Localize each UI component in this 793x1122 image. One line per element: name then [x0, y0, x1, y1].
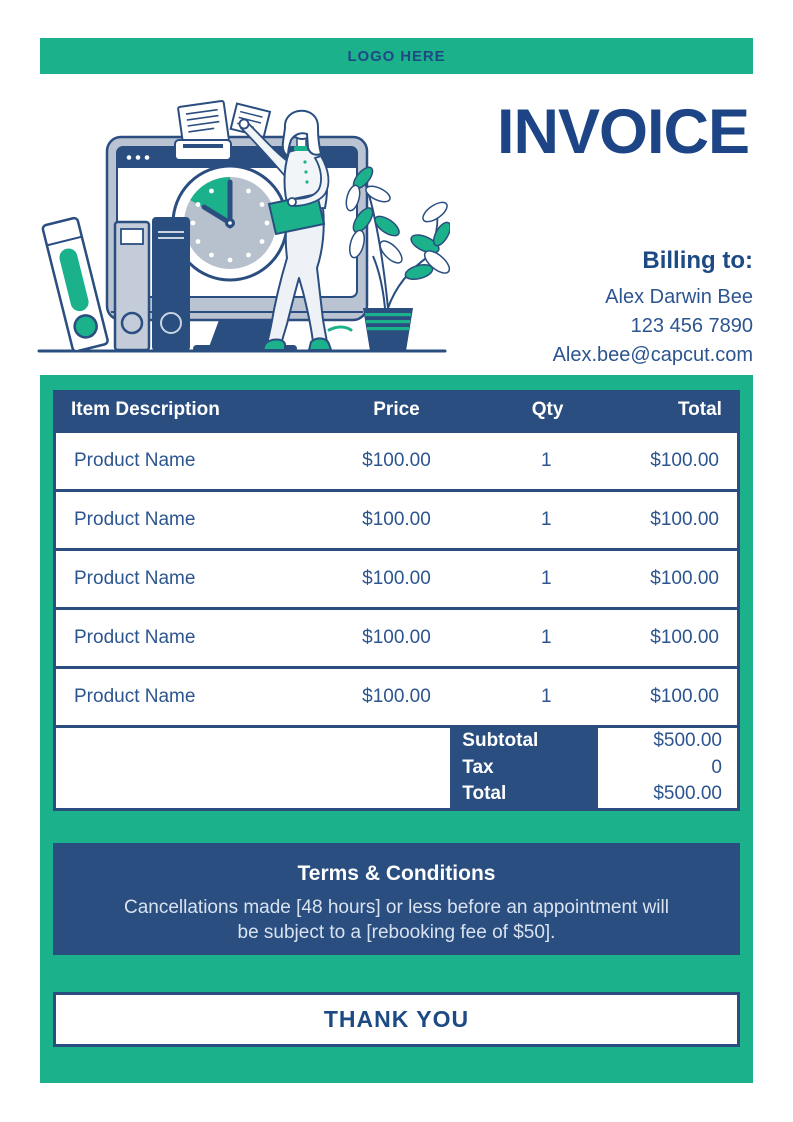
cell-total: $100.00 — [650, 509, 719, 530]
cell-total: $100.00 — [650, 450, 719, 471]
cell-price: $100.00 — [362, 509, 431, 530]
billing-phone: 123 456 7890 — [630, 315, 753, 337]
table-header-row — [53, 390, 740, 430]
subtotal-label: Subtotal — [462, 730, 539, 752]
col-header-price: Price — [373, 399, 420, 420]
col-header-qty: Qty — [531, 399, 564, 420]
billing-label: Billing to: — [642, 247, 753, 274]
binders-icon — [42, 217, 189, 352]
cell-qty: 1 — [541, 686, 552, 707]
summary-labels — [450, 728, 598, 808]
cell-qty: 1 — [541, 450, 552, 471]
terms-box — [53, 843, 740, 955]
invoice-body-panel — [40, 375, 753, 1083]
tax-value: 0 — [711, 756, 722, 778]
table-body — [53, 430, 740, 811]
billing-block — [553, 247, 753, 370]
thank-you-box — [53, 992, 740, 1047]
total-value: $500.00 — [653, 783, 722, 805]
summary-spacer — [56, 728, 450, 808]
cell-price: $100.00 — [362, 568, 431, 589]
cell-description: Product Name — [74, 686, 196, 707]
col-header-description: Item Description — [71, 399, 220, 420]
cell-qty: 1 — [541, 568, 552, 589]
cell-description: Product Name — [74, 568, 196, 589]
table-row — [56, 492, 737, 551]
page-title: INVOICE — [496, 97, 749, 167]
cell-qty: 1 — [541, 627, 552, 648]
tax-label: Tax — [462, 756, 494, 778]
terms-line-2: be subject to a [rebooking fee of $50]. — [237, 922, 556, 943]
cell-total: $100.00 — [650, 627, 719, 648]
col-header-total: Total — [677, 399, 722, 420]
cell-description: Product Name — [74, 450, 196, 471]
table-row — [56, 551, 737, 610]
table-row — [56, 669, 737, 728]
cell-price: $100.00 — [362, 450, 431, 471]
summary-row — [56, 728, 737, 808]
cell-qty: 1 — [541, 509, 552, 530]
table-row — [56, 433, 737, 492]
summary-values — [598, 728, 737, 808]
table-row — [56, 610, 737, 669]
total-label: Total — [462, 783, 507, 805]
invoice-illustration — [33, 92, 450, 358]
cell-price: $100.00 — [362, 686, 431, 707]
thank-you-text: THANK YOU — [323, 1006, 470, 1032]
cell-total: $100.00 — [650, 686, 719, 707]
cell-total: $100.00 — [650, 568, 719, 589]
cell-description: Product Name — [74, 627, 196, 648]
terms-title: Terms & Conditions — [297, 862, 496, 885]
billing-email: Alex.bee@capcut.com — [552, 344, 753, 366]
logo-bar — [40, 38, 753, 74]
cell-price: $100.00 — [362, 627, 431, 648]
billing-name: Alex Darwin Bee — [605, 286, 753, 308]
clock-icon — [173, 166, 287, 280]
cell-description: Product Name — [74, 509, 196, 530]
logo-placeholder-text: LOGO HERE — [347, 47, 446, 65]
terms-line-1: Cancellations made [48 hours] or less before an appointment will — [124, 897, 669, 918]
subtotal-value: $500.00 — [653, 730, 722, 752]
